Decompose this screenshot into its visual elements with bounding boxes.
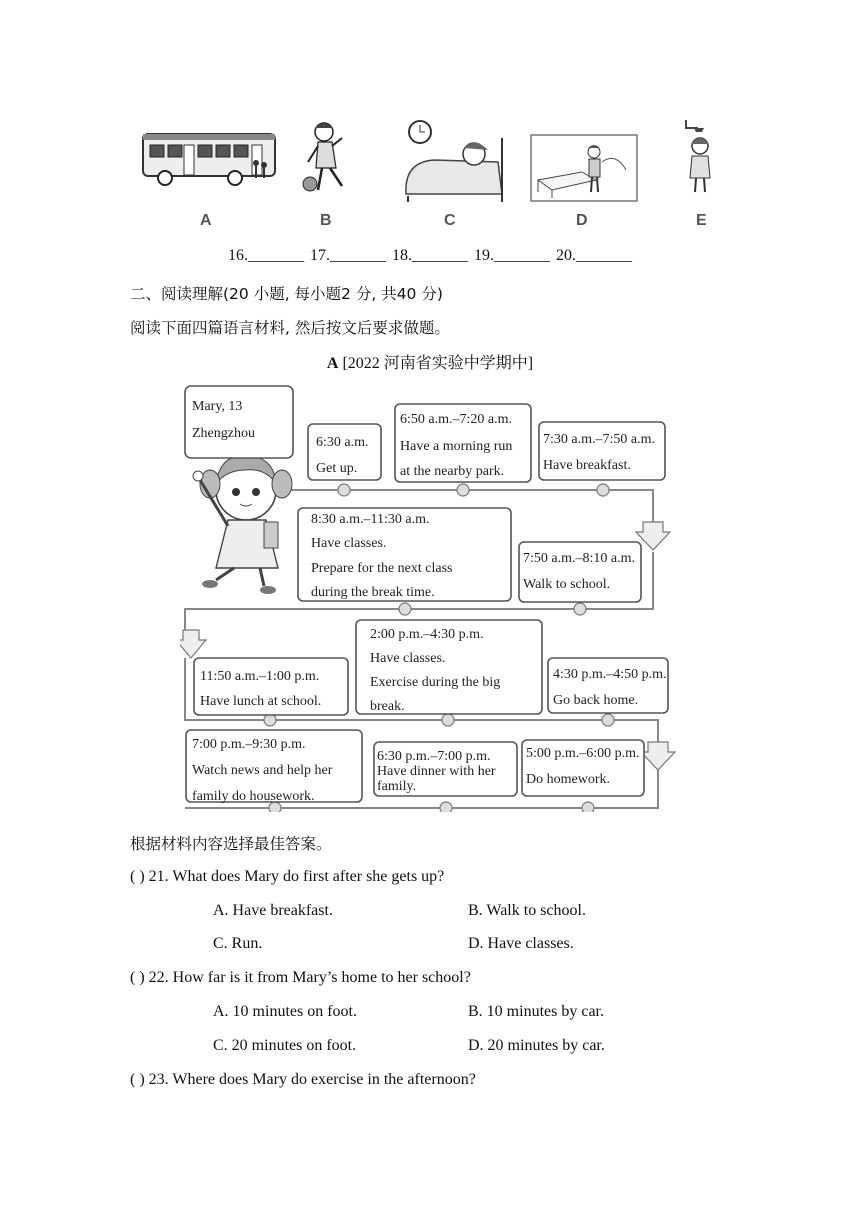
schedule-diagram	[180, 380, 680, 812]
picture-label-b: B	[320, 212, 332, 229]
answer-blank[interactable]: 16._______	[228, 247, 304, 264]
girl-showering-picture	[676, 118, 724, 196]
girl-sleeping-picture	[398, 118, 510, 204]
schedule-time: 8:30 a.m.–11:30 a.m.	[311, 512, 430, 527]
schedule-box-walk-to-school	[519, 542, 641, 602]
picture-label-d: D	[576, 212, 588, 229]
section-instruction: 阅读下面四篇语言材料, 然后按文后要求做题。	[130, 319, 450, 337]
question-22	[130, 969, 471, 987]
option-21-b: B. Walk to school.	[468, 902, 586, 919]
schedule-box-morning-run	[395, 404, 531, 482]
schedule-time: 2:00 p.m.–4:30 p.m.	[370, 627, 484, 642]
bus-picture	[140, 118, 280, 190]
schedule-time: 7:30 a.m.–7:50 a.m.	[543, 432, 655, 447]
answer-bracket[interactable]: ( )	[130, 969, 145, 986]
timeline-dot	[440, 802, 452, 812]
profile-name-age: Mary, 13	[192, 399, 243, 414]
schedule-activity: Prepare for the next class	[311, 561, 453, 576]
schedule-activity: Have classes.	[311, 536, 387, 551]
schedule-box-dinner	[374, 742, 517, 796]
schedule-box-morning-classes	[298, 508, 511, 601]
schedule-activity: during the break time.	[311, 585, 435, 600]
boy-by-bed-picture	[530, 134, 638, 202]
timeline-dot	[399, 603, 411, 615]
schedule-activity: Have breakfast.	[543, 458, 631, 473]
question-23	[130, 1071, 476, 1089]
option-21-c: C. Run.	[213, 935, 263, 952]
picture-label-a: A	[200, 212, 212, 229]
question-text: 22. How far is it from Mary’s home to her school?	[148, 969, 471, 986]
schedule-time: 4:30 p.m.–4:50 p.m.	[553, 667, 667, 682]
down-arrow-icon	[180, 630, 206, 658]
schedule-activity: Have a morning run	[400, 439, 513, 454]
schedule-activity: family.	[377, 779, 417, 794]
option-22-b: B. 10 minutes by car.	[468, 1003, 604, 1020]
boy-playing-basketball-picture	[300, 118, 360, 208]
schedule-box-evening-housework	[186, 730, 362, 804]
answer-blank[interactable]: 19._______	[474, 247, 550, 264]
schedule-activity: Have classes.	[370, 651, 446, 666]
schedule-activity: Have dinner with her	[377, 764, 496, 779]
schedule-activity: Get up.	[316, 461, 358, 476]
question-21	[130, 868, 444, 886]
schedule-activity: break.	[370, 699, 405, 714]
schedule-activity: at the nearby park.	[400, 464, 505, 479]
picture-label-e: E	[696, 212, 707, 229]
schedule-box-go-home	[548, 658, 668, 713]
schedule-time: 6:50 a.m.–7:20 a.m.	[400, 412, 512, 427]
passage-source: [2022 河南省实验中学期中]	[342, 355, 534, 372]
timeline-dot	[602, 714, 614, 726]
schedule-activity: Watch news and help her	[192, 763, 333, 778]
answer-blank[interactable]: 20._______	[556, 247, 632, 264]
schedule-box-get-up	[308, 424, 381, 480]
schedule-box-lunch	[194, 658, 348, 715]
section-title: 二、阅读理解(20 小题, 每小题2 分, 共40 分)	[130, 285, 443, 303]
schedule-box-afternoon-classes	[356, 620, 542, 714]
schedule-activity: Have lunch at school.	[200, 694, 322, 709]
timeline-dot	[574, 603, 586, 615]
mary-illustration	[193, 456, 292, 594]
profile-card	[185, 386, 293, 458]
answer-bracket[interactable]: ( )	[130, 1071, 145, 1088]
picture-label-c: C	[444, 212, 456, 229]
schedule-time: 6:30 p.m.–7:00 p.m.	[377, 749, 491, 764]
down-arrow-icon	[641, 742, 675, 770]
answer-blank[interactable]: 17._______	[310, 247, 386, 264]
option-22-a: A. 10 minutes on foot.	[213, 1003, 357, 1020]
schedule-activity: family do housework.	[192, 789, 315, 804]
schedule-activity: Walk to school.	[523, 577, 611, 592]
timeline-dot	[582, 802, 594, 812]
timeline-dot	[442, 714, 454, 726]
schedule-box-breakfast	[539, 422, 665, 480]
schedule-activity: Exercise during the big	[370, 675, 501, 690]
task-instruction: 根据材料内容选择最佳答案。	[130, 835, 332, 853]
schedule-time: 5:00 p.m.–6:00 p.m.	[526, 746, 640, 761]
question-text: 23. Where does Mary do exercise in the afternoon?	[148, 1071, 476, 1088]
schedule-time: 7:00 p.m.–9:30 p.m.	[192, 737, 306, 752]
answer-bracket[interactable]: ( )	[130, 868, 145, 885]
passage-heading	[0, 350, 860, 373]
schedule-time: 7:50 a.m.–8:10 a.m.	[523, 551, 635, 566]
passage-label: A	[326, 355, 339, 372]
option-22-d: D. 20 minutes by car.	[468, 1037, 605, 1054]
answer-blanks-16-20	[0, 247, 860, 265]
answer-blank[interactable]: 18._______	[392, 247, 468, 264]
timeline-dot	[457, 484, 469, 496]
schedule-activity: Do homework.	[526, 772, 610, 787]
profile-city: Zhengzhou	[192, 426, 255, 441]
schedule-time: 11:50 a.m.–1:00 p.m.	[200, 669, 320, 684]
schedule-time: 6:30 a.m.	[316, 435, 369, 450]
timeline-dot	[597, 484, 609, 496]
option-21-d: D. Have classes.	[468, 935, 574, 952]
question-text: 21. What does Mary do first after she gets up?	[148, 868, 445, 885]
option-22-c: C. 20 minutes on foot.	[213, 1037, 357, 1054]
option-21-a: A. Have breakfast.	[213, 902, 333, 919]
timeline-dot	[338, 484, 350, 496]
schedule-activity: Go back home.	[553, 693, 639, 708]
schedule-box-homework	[522, 740, 644, 796]
